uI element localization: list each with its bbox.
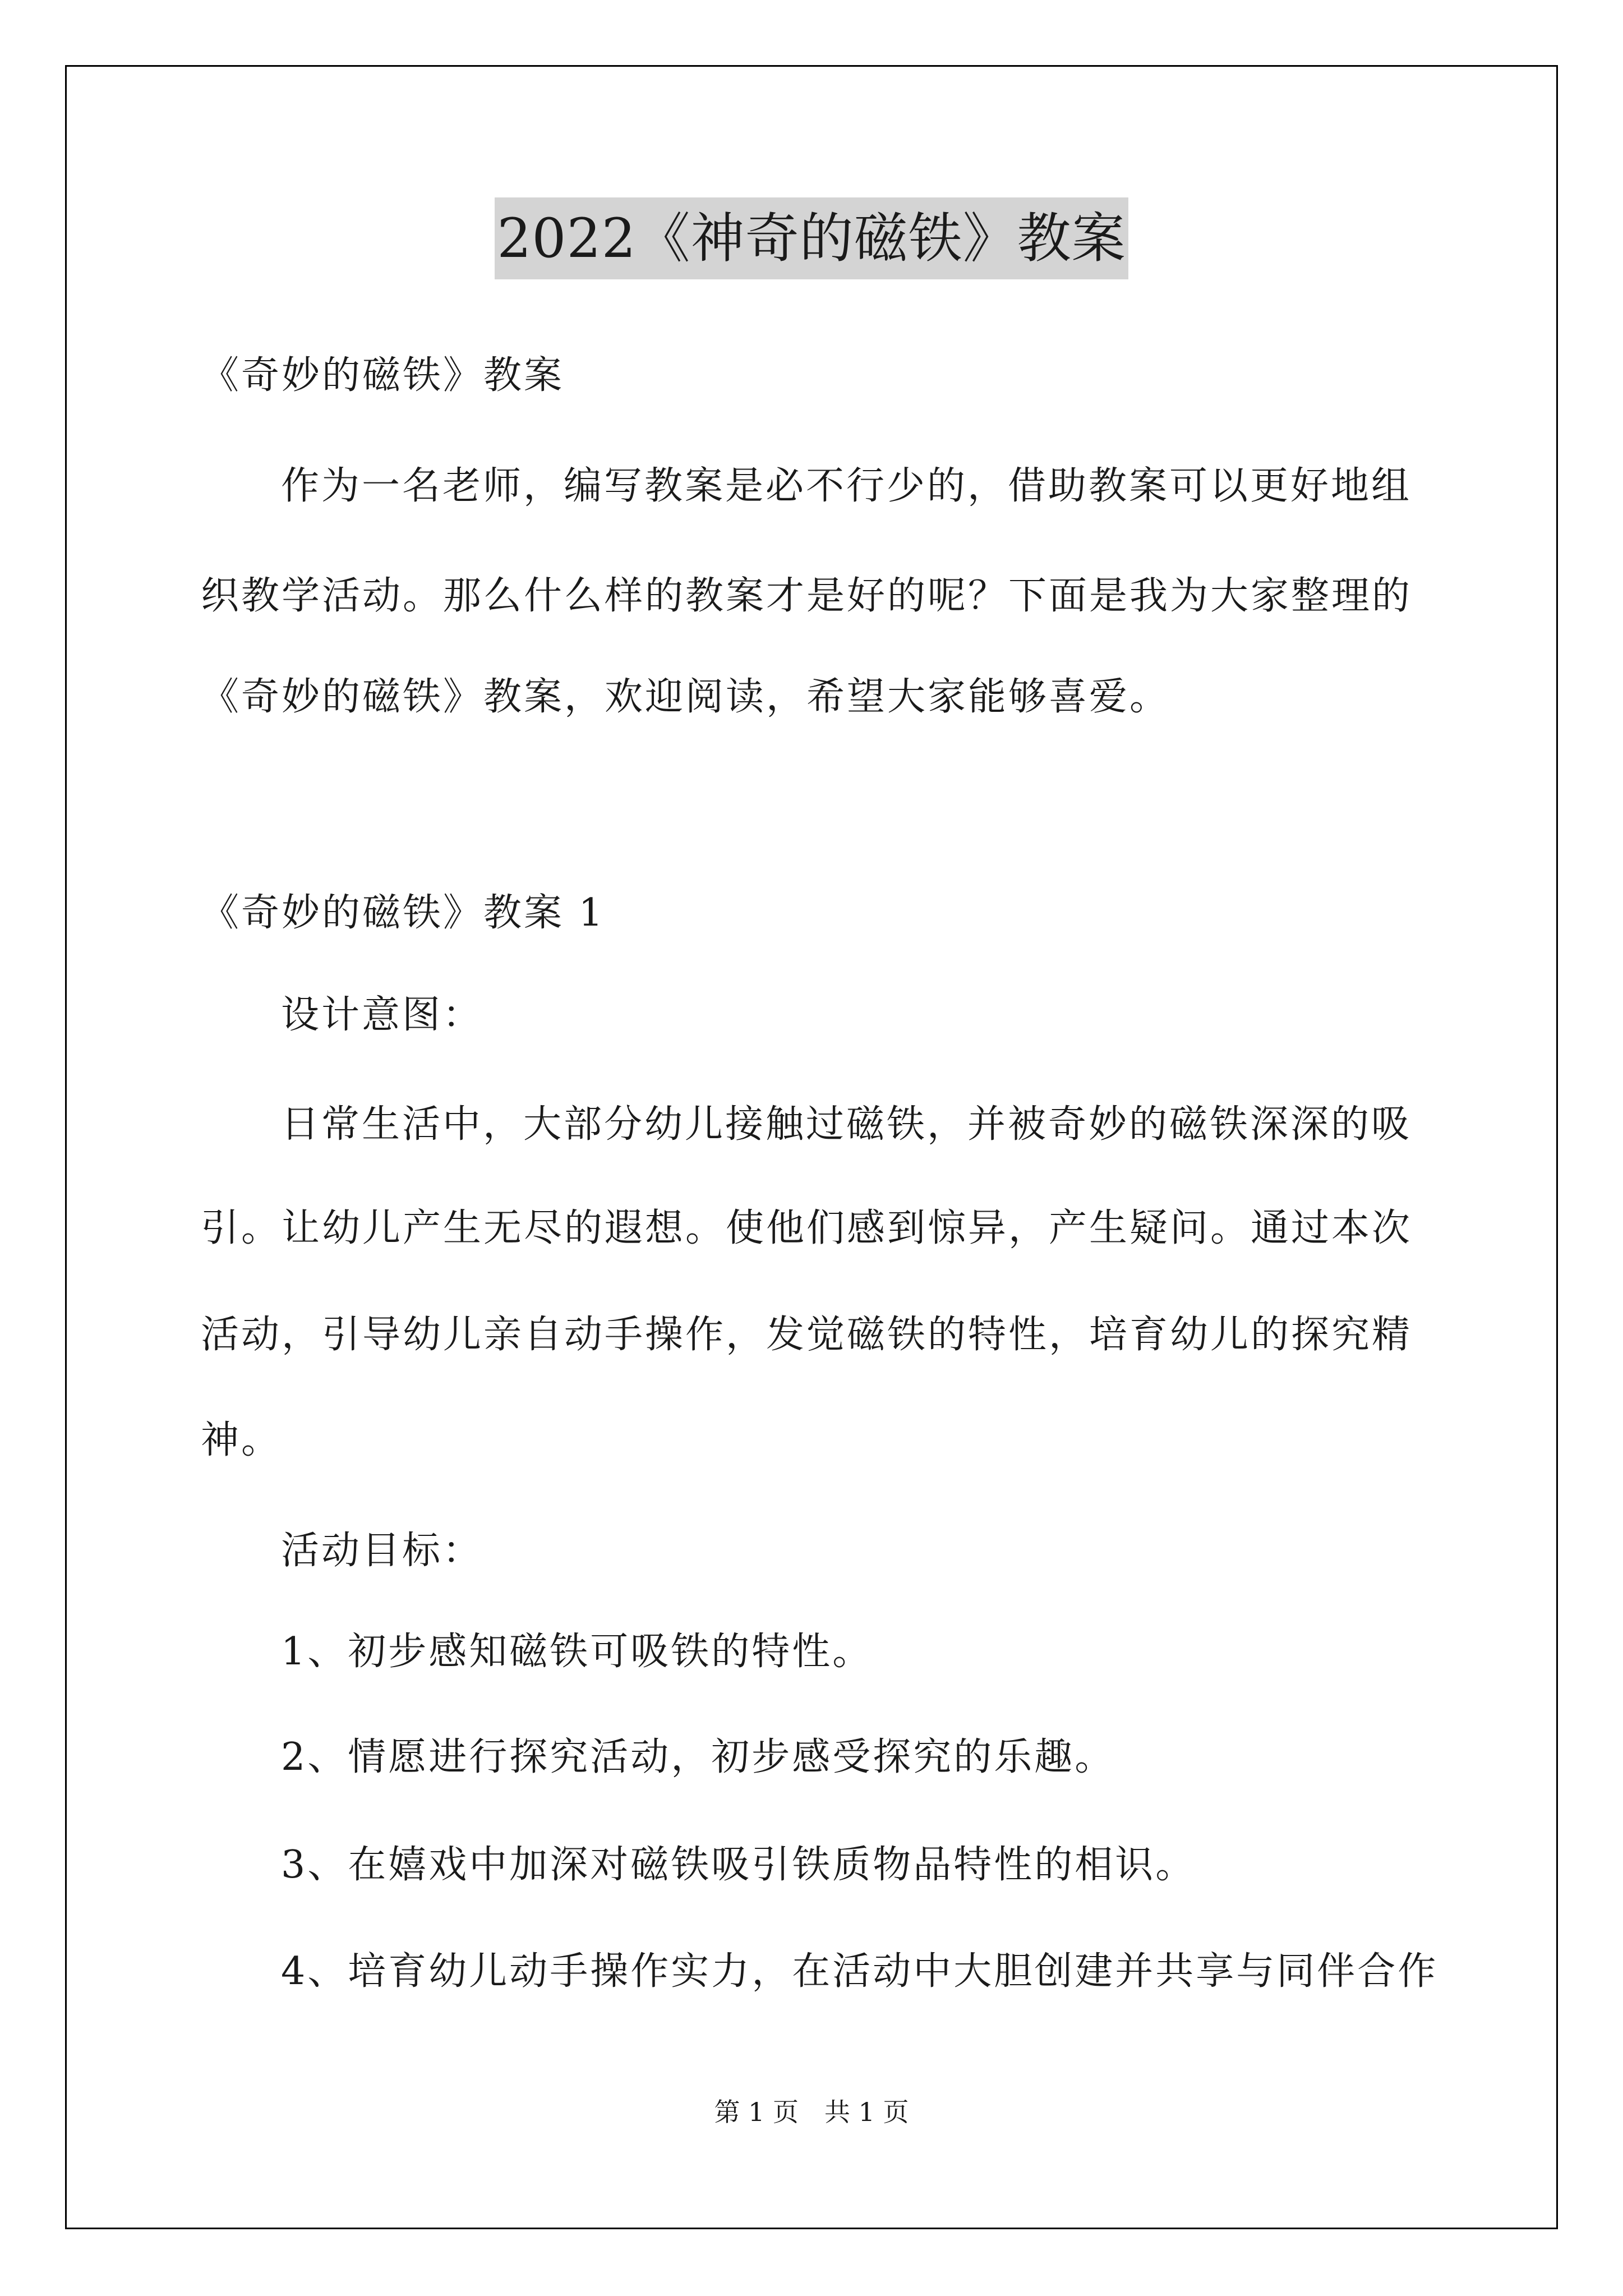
page-footer: 第 1 页 共 1 页: [714, 2097, 909, 2127]
paragraph-line: 引。让幼儿产生无尽的遐想。使他们感到惊异，产生疑问。通过本次: [201, 1206, 1413, 1250]
section-heading: 《奇妙的磁铁》教案 1: [201, 891, 605, 935]
title-container: [0, 197, 1623, 279]
document-title: 2022《神奇的磁铁》教案: [495, 197, 1128, 279]
list-item: 1、初步感知磁铁可吸铁的特性。: [281, 1630, 873, 1674]
paragraph-line: 设计意图：: [281, 993, 483, 1037]
paragraph-line: 日常生活中，大部分幼儿接触过磁铁，并被奇妙的磁铁深深的吸: [281, 1102, 1412, 1147]
subtitle-line: 《奇妙的磁铁》教案: [201, 353, 565, 398]
paragraph-line: 《奇妙的磁铁》教案，欢迎阅读，希望大家能够喜爱。: [201, 675, 1170, 719]
paragraph-line: 神。: [201, 1418, 282, 1462]
paragraph-line: 作为一名老师，编写教案是必不行少的，借助教案可以更好地组: [281, 464, 1412, 508]
paragraph-line: 活动，引导幼儿亲自动手操作，发觉磁铁的特性，培育幼儿的探究精: [201, 1313, 1413, 1357]
paragraph-line: 织教学活动。那么什么样的教案才是好的呢？下面是我为大家整理的: [201, 574, 1413, 618]
list-item: 3、在嬉戏中加深对磁铁吸引铁质物品特性的相识。: [281, 1843, 1196, 1887]
list-item: 2、情愿进行探究活动，初步感受探究的乐趣。: [281, 1735, 1115, 1779]
paragraph-line: 活动目标：: [281, 1529, 483, 1573]
list-item: 4、培育幼儿动手操作实力，在活动中大胆创建并共享与同伴合作: [281, 1949, 1438, 1994]
